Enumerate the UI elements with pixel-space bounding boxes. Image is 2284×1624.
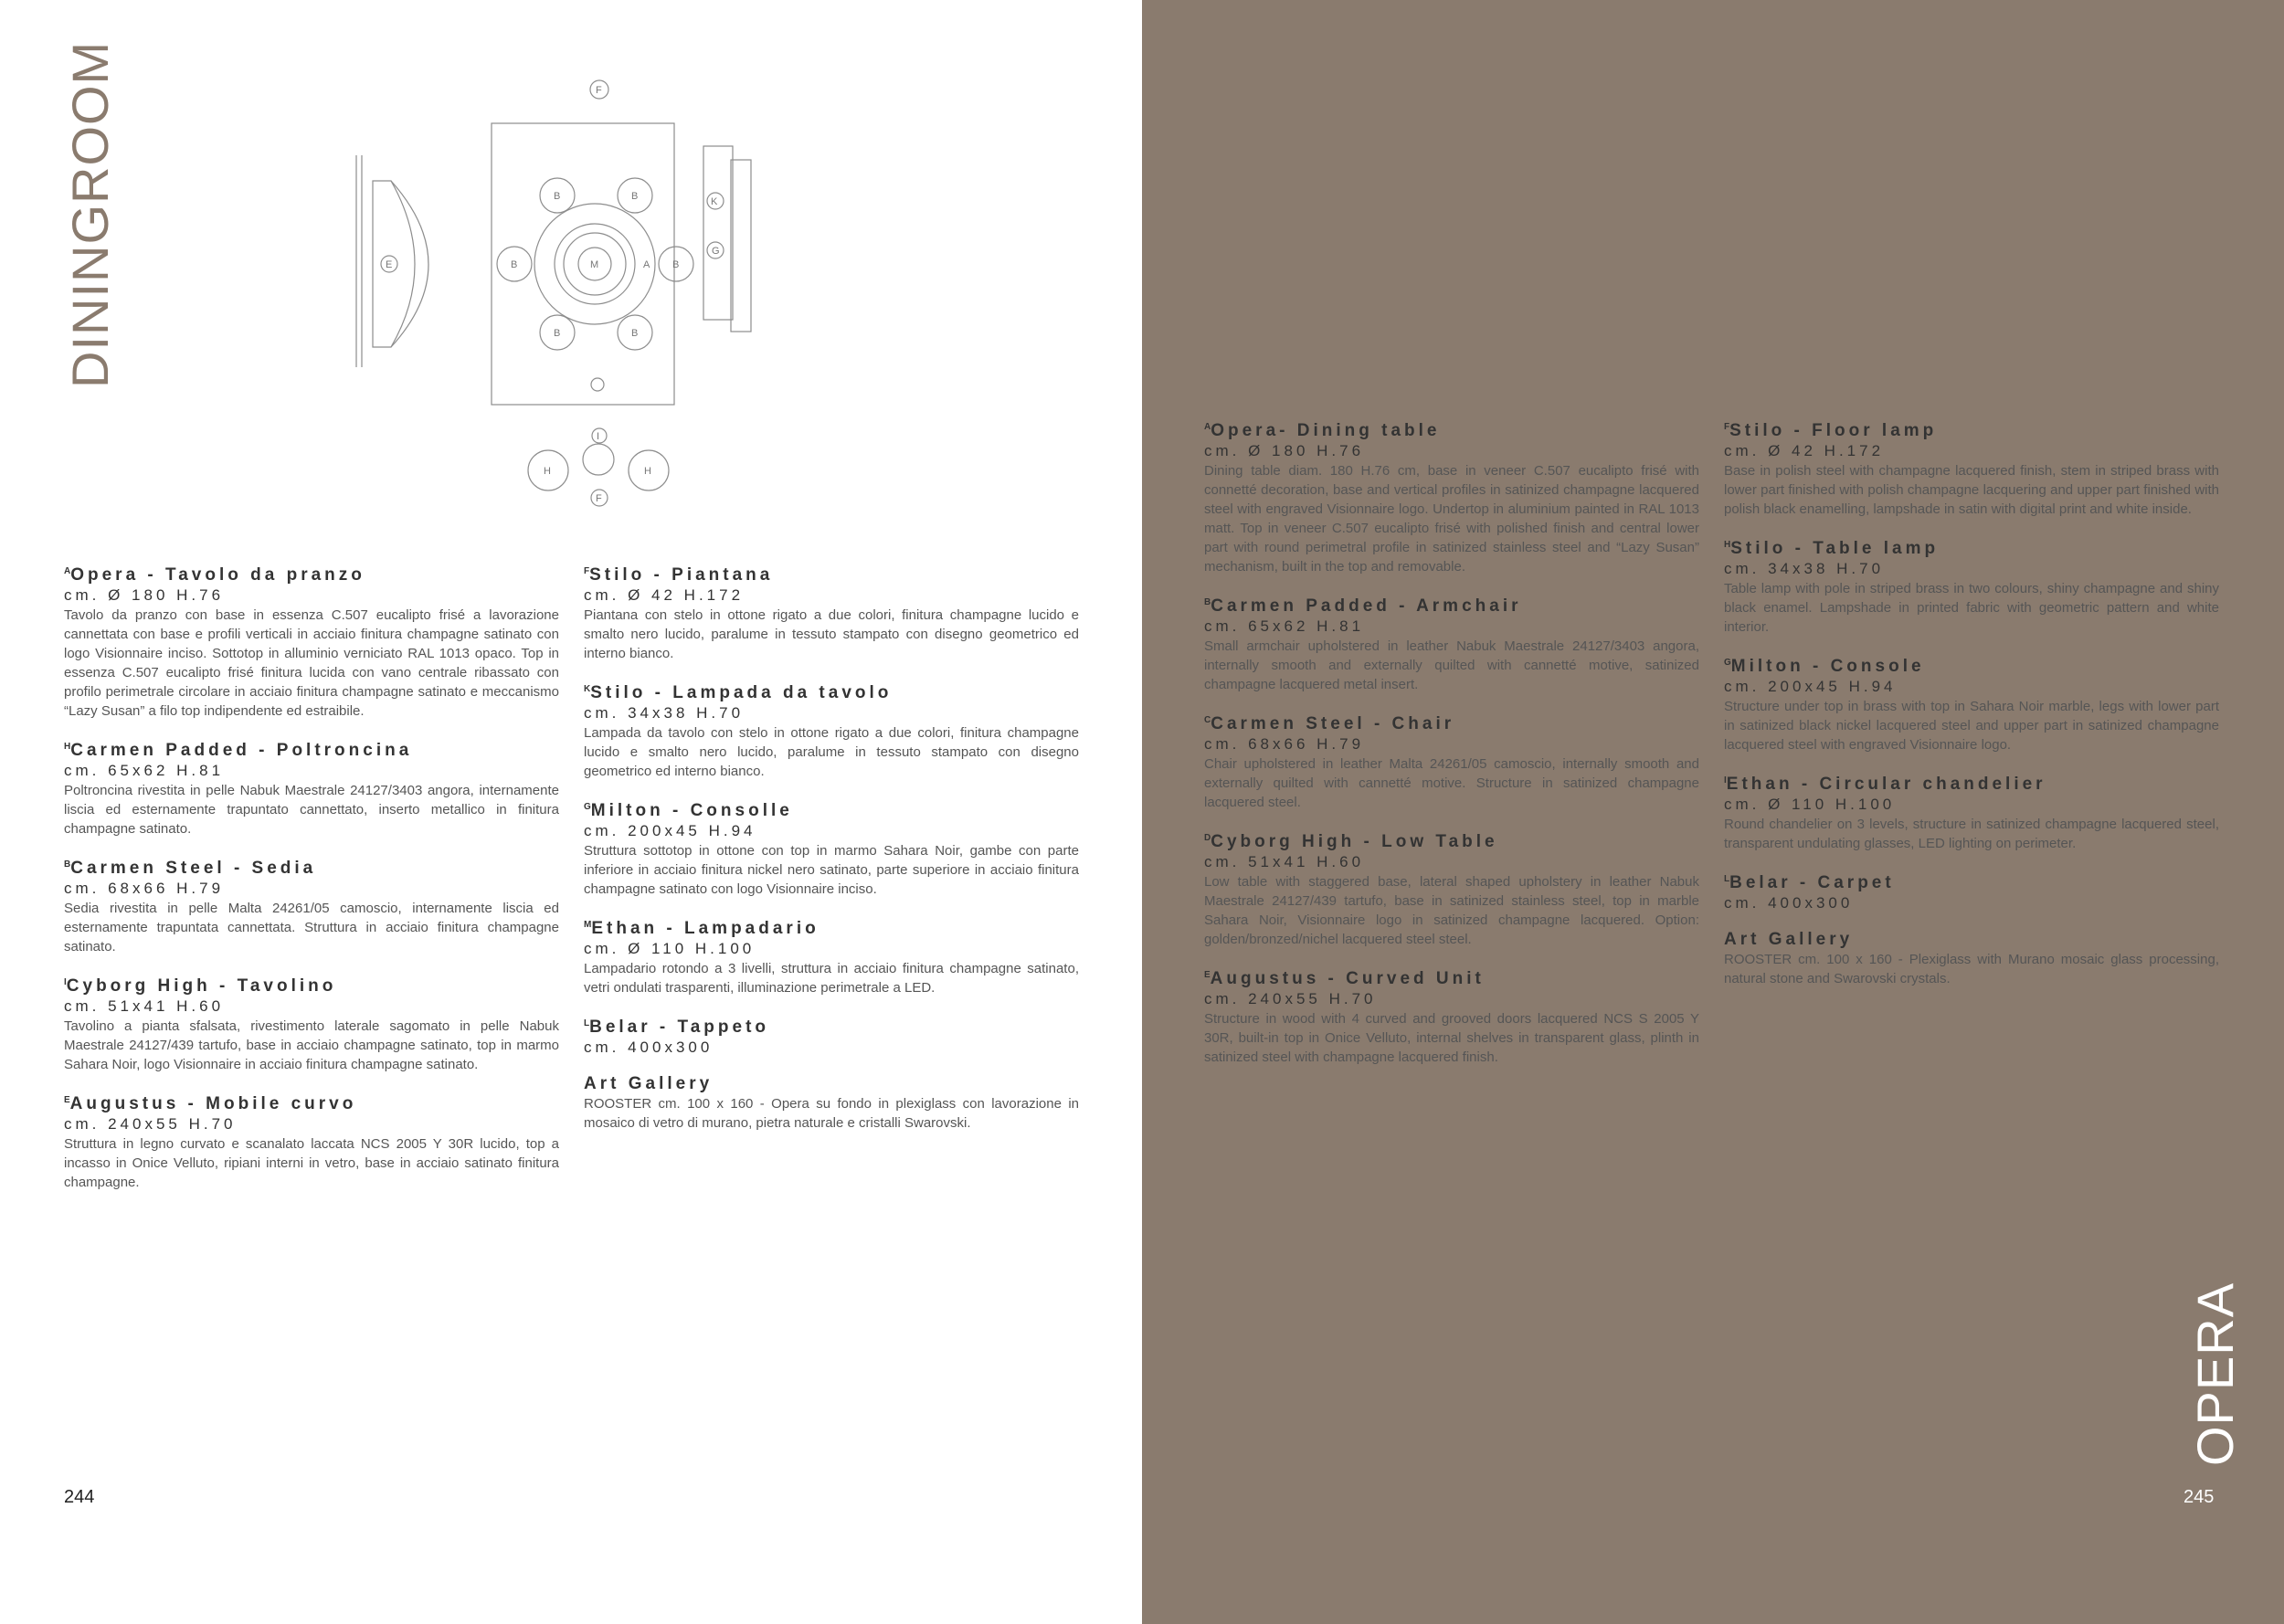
plan-label-a: A xyxy=(643,259,650,270)
product-name: Ethan - Circular chandelier xyxy=(1726,775,2046,794)
product-description: Table lamp with pole in striped brass in two colours, shiny champagne and shiny black enamel. Lampshade in printed fabric with geometric pattern and white interior. xyxy=(1724,581,2219,635)
product-name: Milton - Console xyxy=(1730,657,1925,676)
product-description: Small armchair upholstered in leather Nabuk Maestrale 24127/3403 angora, internally smooth and externally quilted with cannetté motive, satinized champagne lacquered metal insert. xyxy=(1204,638,1699,692)
plan-label-m: M xyxy=(590,259,599,270)
plan-label-f-bottom: F xyxy=(596,493,602,504)
product-entry xyxy=(584,797,1079,899)
product-description: ROOSTER cm. 100 x 160 - Plexiglass with Murano mosaic glass processing, natural stone and Swarovski crystals. xyxy=(1724,952,2219,986)
plan-label-b5: B xyxy=(554,328,561,339)
product-title xyxy=(1204,828,1699,852)
product-entry xyxy=(584,680,1079,781)
product-name: Ethan - Lampadario xyxy=(591,919,819,938)
product-letter: L xyxy=(584,1018,590,1028)
page-title-right: OPERA xyxy=(2186,1281,2244,1466)
product-description: Structure under top in brass with top in Sahara Noir marble, legs with lower part in satinized black nickel lacquered steel and upper part in satinized champagne lacquered steel with engraved Visionnaire logo. xyxy=(1724,699,2219,753)
product-title xyxy=(584,1074,1079,1094)
product-title xyxy=(1204,711,1699,734)
product-dimensions: cm. 240x55 H.70 xyxy=(1204,990,1377,1007)
product-name: Carmen Padded - Poltroncina xyxy=(70,741,413,760)
product-name: Belar - Carpet xyxy=(1729,873,1895,892)
product-title xyxy=(584,915,1079,939)
product-entry xyxy=(1204,828,1699,949)
product-entry xyxy=(1724,653,2219,754)
plan-label-h2: H xyxy=(644,466,651,477)
page-title-left: DININGROOM xyxy=(61,40,119,388)
product-dimensions: cm. 240x55 H.70 xyxy=(64,1115,237,1133)
product-name: Stilo - Table lamp xyxy=(1730,539,1940,558)
plan-label-h1: H xyxy=(544,466,551,477)
product-name: Milton - Consolle xyxy=(590,801,793,820)
product-letter: G xyxy=(584,802,591,812)
product-name: Carmen Steel - Chair xyxy=(1211,714,1455,733)
plan-label-g: G xyxy=(712,246,720,257)
product-title xyxy=(1724,771,2219,795)
product-dimensions: cm. 34x38 H.70 xyxy=(584,704,745,722)
product-letter: A xyxy=(64,566,71,576)
product-letter: E xyxy=(1204,970,1211,980)
product-description: Tavolino a pianta sfalsata, rivestimento laterale sagomato in pelle Nabuk Maestrale 24127/439 tartufo, base in acciaio champagne satinato, top in marmo Sahara Noir, logo Visionnaire in acciaio finitura champagne satinato. xyxy=(64,1018,559,1072)
product-dimensions: cm. 51x41 H.60 xyxy=(1204,853,1365,870)
left-column-1 xyxy=(64,562,559,1208)
product-title xyxy=(64,973,559,997)
product-name: Stilo - Floor lamp xyxy=(1729,421,1938,440)
plan-label-b3: B xyxy=(511,259,518,270)
product-description: Structure in wood with 4 curved and grooved doors lacquered NCS S 2005 Y 30R, built-in top in Onice Velluto, internal shelves in transparent glass, plinth in satinized steel with champagne lacquered finish. xyxy=(1204,1011,1699,1065)
product-dimensions: cm. 68x66 H.79 xyxy=(1204,735,1365,753)
product-title xyxy=(1724,870,2219,893)
product-dimensions: cm. Ø 110 H.100 xyxy=(584,940,756,957)
product-entry xyxy=(1724,417,2219,519)
product-entry xyxy=(584,1074,1079,1133)
product-entry xyxy=(1724,535,2219,637)
product-name: Stilo - Lampada da tavolo xyxy=(590,683,893,702)
product-dimensions: cm. Ø 42 H.172 xyxy=(1724,442,1885,459)
plan-label-e: E xyxy=(386,259,393,270)
product-description: Poltroncina rivestita in pelle Nabuk Maestrale 24127/3403 angora, internamente liscia ed esternamente trapuntato cannettato, inserto metallico in finitura champagne satinato. xyxy=(64,783,559,837)
product-name: Opera- Dining table xyxy=(1211,421,1441,440)
product-entry xyxy=(1724,870,2219,913)
product-description: Dining table diam. 180 H.76 cm, base in veneer C.507 eucalipto frisé with connetté decoration, base and vertical profiles in satinized champagne lacquered steel with engraved Visionnaire logo. Undertop in aluminium painted in RAL 1013 matt. Top in veneer C.507 eucalipto frisé with polished finish and central lower part with round perimetral profile in satinized stainless steel and “Lazy Susan” mechanism, built in the top and removable. xyxy=(1204,463,1699,575)
product-letter: K xyxy=(584,684,591,694)
product-title xyxy=(64,737,559,761)
page-number-right: 245 xyxy=(2184,1487,2215,1507)
plan-label-k: K xyxy=(711,196,718,207)
product-description: ROOSTER cm. 100 x 160 - Opera su fondo in plexiglass con lavorazione in mosaico di vetro di murano, pietra naturale e cristalli Swarovski. xyxy=(584,1096,1079,1131)
product-entry xyxy=(584,1014,1079,1058)
product-dimensions: cm. 400x300 xyxy=(1724,894,1854,912)
product-letter: C xyxy=(1204,715,1211,725)
product-name: Opera - Tavolo da pranzo xyxy=(70,565,365,585)
product-letter: L xyxy=(1724,874,1730,884)
product-title xyxy=(1724,535,2219,559)
product-description: Round chandelier on 3 levels, structure in satinized champagne lacquered steel, transparent undulating glasses, LED lighting on perimeter. xyxy=(1724,817,2219,851)
product-letter: D xyxy=(1204,833,1211,843)
product-letter: I xyxy=(1724,775,1727,786)
product-letter: A xyxy=(1204,422,1211,432)
product-description: Struttura sottotop in ottone con top in marmo Sahara Noir, gambe con parte inferiore in acciaio finitura nickel nero satinato, parte superiore in acciaio finitura champagne satinato con logo Visionnaire inciso. xyxy=(584,843,1079,897)
left-column-2 xyxy=(584,562,1079,1149)
plan-label-b2: B xyxy=(631,191,639,202)
product-name: Cyborg High - Low Table xyxy=(1211,832,1498,851)
product-title xyxy=(1204,417,1699,441)
product-description: Piantana con stelo in ottone rigato a due colori, finitura champagne lucido e smalto nero lucido, paralume in tessuto stampato con disegno geometrico ed interno bianco. xyxy=(584,607,1079,661)
product-title xyxy=(1724,417,2219,441)
product-entry xyxy=(584,562,1079,663)
product-description: Low table with staggered base, lateral shaped upholstery in leather Nabuk Maestrale 24127/439 tartufo, base in satinized stainless steel, top in marble Sahara Noir, Visionnaire logo in satinized champagne lacquered. Option: golden/bronzed/nichel lacquered steel steel. xyxy=(1204,874,1699,947)
product-name: Carmen Padded - Armchair xyxy=(1211,596,1522,616)
product-letter: F xyxy=(584,566,590,576)
product-title xyxy=(64,855,559,879)
product-name: Augustus - Curved Unit xyxy=(1210,969,1485,988)
product-description: Lampadario rotondo a 3 livelli, struttura in acciaio finitura champagne satinato, vetri ondulati trasparenti, illuminazione perimetrale a LED. xyxy=(584,961,1079,996)
product-name: Carmen Steel - Sedia xyxy=(70,859,317,878)
product-name: Augustus - Mobile curvo xyxy=(69,1094,357,1113)
product-description: Lampada da tavolo con stelo in ottone rigato a due colori, finitura champagne lucido e smalto nero lucido, paralume in tessuto stampato con disegno geometrico ed interno bianco. xyxy=(584,725,1079,779)
product-letter: E xyxy=(64,1095,70,1105)
product-letter: M xyxy=(584,920,592,930)
product-letter: B xyxy=(64,859,71,870)
product-dimensions: cm. 65x62 H.81 xyxy=(1204,617,1365,635)
floor-plan-drawing xyxy=(338,73,813,511)
plan-label-f-top: F xyxy=(596,85,602,96)
product-entry xyxy=(64,855,559,956)
product-entry xyxy=(64,973,559,1074)
product-name: Belar - Tappeto xyxy=(589,1018,769,1037)
product-entry xyxy=(64,737,559,838)
product-letter: G xyxy=(1724,658,1731,668)
product-entry xyxy=(1204,593,1699,694)
product-entry xyxy=(1204,711,1699,812)
product-letter: F xyxy=(1724,422,1730,432)
product-letter: I xyxy=(64,977,67,987)
product-letter: H xyxy=(1724,540,1731,550)
product-entry xyxy=(1724,930,2219,988)
product-name: Art Gallery xyxy=(1724,930,1854,949)
product-entry xyxy=(1204,965,1699,1067)
product-letter: B xyxy=(1204,597,1211,607)
plan-label-b1: B xyxy=(554,191,561,202)
product-dimensions: cm. Ø 180 H.76 xyxy=(64,586,225,604)
product-dimensions: cm. 34x38 H.70 xyxy=(1724,560,1885,577)
right-column-1 xyxy=(1204,417,1699,1083)
product-name: Cyborg High - Tavolino xyxy=(66,976,337,996)
product-dimensions: cm. 68x66 H.79 xyxy=(64,880,225,897)
product-title xyxy=(1204,593,1699,617)
product-description: Sedia rivestita in pelle Malta 24261/05 camoscio, internamente liscia ed esternamente trapuntata cannettata. Struttura in acciaio finitura champagne satinato. xyxy=(64,901,559,954)
product-title xyxy=(1724,930,2219,950)
product-entry xyxy=(584,915,1079,997)
product-entry xyxy=(1204,417,1699,576)
floor-plan xyxy=(338,73,813,511)
product-entry xyxy=(1724,771,2219,853)
product-title xyxy=(584,680,1079,703)
page-number-left: 244 xyxy=(64,1487,95,1507)
product-letter: H xyxy=(64,742,71,752)
product-name: Stilo - Piantana xyxy=(589,565,774,585)
product-description: Base in polish steel with champagne lacquered finish, stem in striped brass with lower part finished with polish champagne lacquering and upper part finished with polish black enamelling, lampshade in satin with digital print and white inside. xyxy=(1724,463,2219,517)
product-title xyxy=(584,562,1079,585)
product-dimensions: cm. Ø 42 H.172 xyxy=(584,586,745,604)
right-column-2 xyxy=(1724,417,2219,1005)
product-dimensions: cm. Ø 180 H.76 xyxy=(1204,442,1365,459)
plan-label-i: I xyxy=(597,431,600,442)
product-description: Struttura in legno curvato e scanalato laccata NCS 2005 Y 30R lucido, top a incasso in Onice Velluto, ripiani interni in vetro, base in acciaio satinato finitura champagne. xyxy=(64,1136,559,1190)
product-title xyxy=(1204,965,1699,989)
product-dimensions: cm. Ø 110 H.100 xyxy=(1724,796,1896,813)
product-dimensions: cm. 51x41 H.60 xyxy=(64,997,225,1015)
product-entry xyxy=(64,562,559,721)
plan-label-b6: B xyxy=(631,328,639,339)
product-entry xyxy=(64,1091,559,1192)
product-dimensions: cm. 200x45 H.94 xyxy=(1724,678,1897,695)
product-title xyxy=(64,562,559,585)
product-dimensions: cm. 65x62 H.81 xyxy=(64,762,225,779)
plan-label-b4: B xyxy=(672,259,680,270)
product-description: Tavolo da pranzo con base in essenza C.507 eucalipto frisé a lavorazione cannettata con base e profili verticali in acciaio finitura champagne satinato con logo Visionnaire inciso. Sottotop in alluminio verniciato RAL 1013 opaco. Top in essenza C.507 eucalipto frisé finitura lucida con vano centrale ribassato con profilo perimetrale circolare in acciaio finitura champagne satinato e meccanismo “Lazy Susan” a filo top indipendente ed estraibile. xyxy=(64,607,559,719)
product-title xyxy=(1724,653,2219,677)
product-title xyxy=(64,1091,559,1114)
product-dimensions: cm. 400x300 xyxy=(584,1039,714,1056)
product-title xyxy=(584,797,1079,821)
product-title xyxy=(584,1014,1079,1038)
product-description: Chair upholstered in leather Malta 24261/05 camoscio, internally smooth and externally quilted with cannetté motive. Structure in satinized champagne lacquered steel. xyxy=(1204,756,1699,810)
product-name: Art Gallery xyxy=(584,1074,714,1093)
product-dimensions: cm. 200x45 H.94 xyxy=(584,822,756,839)
